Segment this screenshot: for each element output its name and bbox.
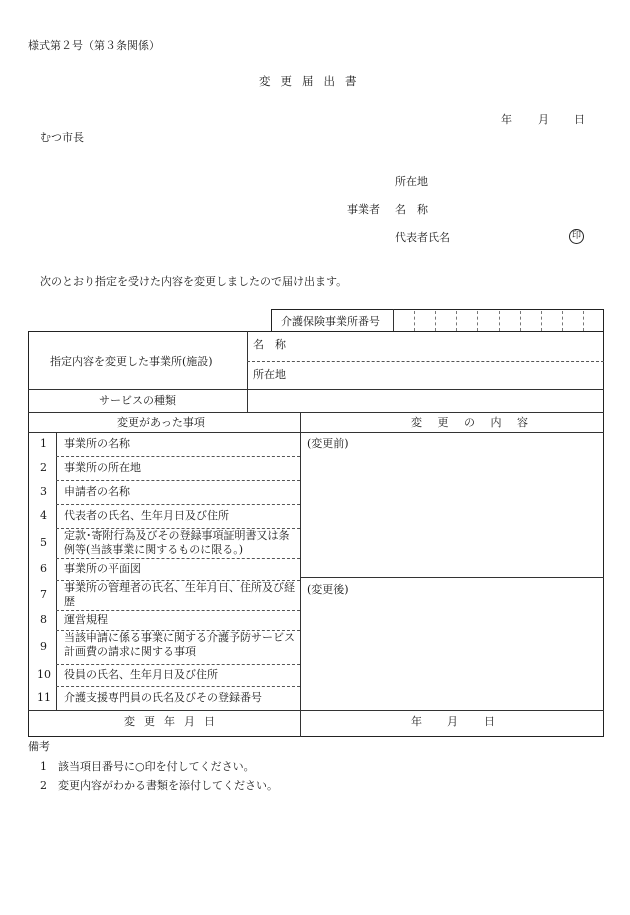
service-type-label: サービスの種類 bbox=[99, 394, 176, 407]
item-row[interactable] bbox=[28, 504, 300, 528]
change-date-month: 月 bbox=[447, 715, 458, 728]
notes-title: 備考 bbox=[28, 740, 50, 753]
item-row[interactable] bbox=[28, 664, 300, 686]
digit-cell-divider bbox=[414, 311, 415, 331]
office-number-label: 介護保険事業所番号 bbox=[281, 315, 380, 328]
facility-address-field[interactable] bbox=[300, 366, 598, 384]
facility-name-label: 名 称 bbox=[253, 338, 286, 351]
item-number: 8 bbox=[40, 613, 47, 626]
items-header: 変更があった事項 bbox=[117, 416, 205, 429]
change-date-year: 年 bbox=[411, 715, 422, 728]
document-title: 変更届出書 bbox=[259, 74, 367, 88]
item-row[interactable] bbox=[28, 528, 300, 558]
digit-cell-divider bbox=[499, 311, 500, 331]
item-number: 5 bbox=[40, 536, 47, 549]
item-row[interactable] bbox=[28, 432, 300, 456]
column-divider bbox=[300, 412, 301, 737]
item-text: 事業所の管理者の氏名、生年月日、住所及び経歴 bbox=[64, 581, 295, 608]
seal-mark: 印 bbox=[569, 229, 584, 244]
item-number: 3 bbox=[40, 485, 47, 498]
digit-cell-divider bbox=[562, 311, 563, 331]
item-row[interactable] bbox=[28, 480, 300, 504]
item-number: 4 bbox=[40, 509, 47, 522]
facility-address-label: 所在地 bbox=[253, 368, 286, 381]
before-label: (変更前) bbox=[307, 437, 349, 450]
item-text: 事業所の名称 bbox=[64, 437, 130, 450]
item-row[interactable] bbox=[28, 456, 300, 480]
item-text: 事業所の所在地 bbox=[64, 461, 141, 474]
item-text: 役員の氏名、生年月日及び住所 bbox=[64, 668, 218, 681]
item-number: 7 bbox=[40, 588, 47, 601]
item-text: 当該申請に係る事業に関する介護予防サービス計画費の請求に関する事項 bbox=[64, 631, 295, 658]
note-1-number: 1 bbox=[40, 760, 47, 773]
date-year-label: 年 bbox=[501, 113, 512, 126]
item-row[interactable] bbox=[28, 630, 300, 664]
item-text: 代表者の氏名、生年月日及び住所 bbox=[64, 509, 229, 522]
item-text: 定款･寄附行為及びその登録事項証明書又は条例等(当該事業に関するものに限る。) bbox=[64, 529, 290, 556]
item-text: 申請者の名称 bbox=[64, 485, 130, 498]
note-2-number: 2 bbox=[40, 779, 47, 792]
digit-cell-divider bbox=[520, 311, 521, 331]
before-content-field[interactable] bbox=[306, 456, 598, 572]
office-number-divider bbox=[393, 309, 394, 332]
facility-label: 指定内容を変更した事業所(施設) bbox=[50, 355, 213, 368]
item-text: 介護支援専門員の氏名及びその登録番号 bbox=[64, 691, 262, 704]
item-number: 1 bbox=[40, 437, 47, 450]
date-month-label: 月 bbox=[538, 113, 549, 126]
applicant-address-label: 所在地 bbox=[395, 175, 428, 188]
note-1-text: 該当項目番号に○印を付してください。 bbox=[58, 760, 255, 773]
digit-cell-divider bbox=[456, 311, 457, 331]
item-number: 10 bbox=[37, 668, 51, 681]
form-id: 様式第２号（第３条関係） bbox=[28, 39, 160, 52]
item-number: 6 bbox=[40, 562, 47, 575]
date-day-label: 日 bbox=[574, 113, 585, 126]
facility-divider bbox=[247, 331, 248, 413]
digit-cell-divider bbox=[477, 311, 478, 331]
applicant-name-label: 名 称 bbox=[395, 203, 428, 216]
addressee: むつ市長 bbox=[40, 131, 84, 144]
item-text: 運営規程 bbox=[64, 613, 108, 626]
item-number: 2 bbox=[40, 461, 47, 474]
note-2-text: 変更内容がわかる書類を添付してください。 bbox=[58, 779, 278, 792]
digit-cell-divider bbox=[435, 311, 436, 331]
content-header: 変 更 の 内 容 bbox=[411, 416, 534, 429]
item-number: 9 bbox=[40, 640, 47, 653]
item-row[interactable] bbox=[28, 686, 300, 710]
digit-cell-divider bbox=[583, 311, 584, 331]
service-type-field[interactable] bbox=[253, 393, 598, 409]
item-row[interactable] bbox=[28, 610, 300, 630]
item-number: 11 bbox=[37, 691, 51, 704]
representative-label: 代表者氏名 bbox=[395, 231, 450, 244]
item-text: 事業所の平面図 bbox=[64, 562, 141, 575]
item-row[interactable] bbox=[28, 580, 300, 610]
intro-text: 次のとおり指定を受けた内容を変更しましたので届け出ます。 bbox=[40, 275, 348, 288]
after-label: (変更後) bbox=[307, 583, 349, 596]
after-content-field[interactable] bbox=[306, 602, 598, 704]
item-row[interactable] bbox=[28, 558, 300, 580]
facility-name-field[interactable] bbox=[253, 339, 598, 357]
change-date-label: 変更年月日 bbox=[124, 715, 224, 728]
operator-label: 事業者 bbox=[347, 203, 380, 216]
digit-cell-divider bbox=[541, 311, 542, 331]
change-date-day: 日 bbox=[484, 715, 495, 728]
